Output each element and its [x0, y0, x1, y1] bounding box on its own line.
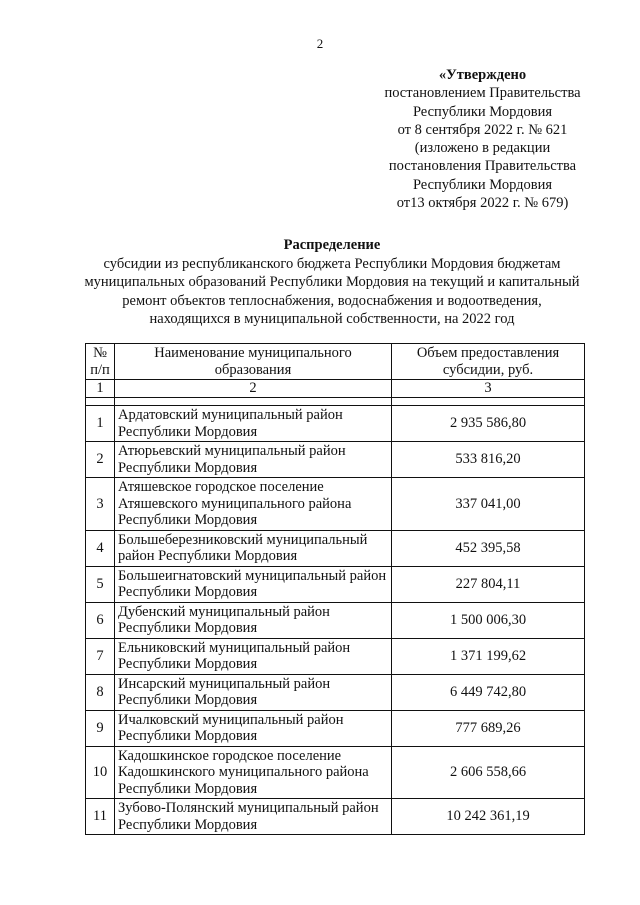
table-row — [86, 746, 585, 799]
row-number: 8 — [86, 674, 115, 710]
municipality-name: Инсарский муниципальный район Республики Мордовия — [115, 674, 392, 710]
header-number: № п/п — [86, 344, 115, 380]
table-spacer — [86, 398, 585, 406]
subsidy-amount: 1 371 199,62 — [392, 638, 585, 674]
municipality-name: Атяшевское городское поселение Атяшевского муниципального района Республики Мордовия — [115, 478, 392, 531]
column-number: 2 — [115, 380, 392, 398]
subsidy-amount: 777 689,26 — [392, 710, 585, 746]
table-row — [86, 442, 585, 478]
row-number: 11 — [86, 799, 115, 835]
table-row — [86, 566, 585, 602]
subsidy-amount: 337 041,00 — [392, 478, 585, 531]
subsidy-amount: 2 935 586,80 — [392, 406, 585, 442]
municipality-name: Зубово-Полянский муниципальный район Республики Мордовия — [115, 799, 392, 835]
document-title: Распределение — [283, 237, 381, 253]
municipality-name: Ичалковский муниципальный район Республики Мордовия — [115, 710, 392, 746]
row-number: 4 — [86, 530, 115, 566]
approval-block — [365, 66, 600, 212]
row-number: 9 — [86, 710, 115, 746]
row-number: 6 — [86, 602, 115, 638]
approval-line-4: от 8 сентября 2022 г. № 621 — [397, 121, 568, 138]
municipality-name: Дубенский муниципальный район Республики Мордовия — [115, 602, 392, 638]
subsidy-amount: 10 242 361,19 — [392, 799, 585, 835]
document-subtitle: субсидии из республиканского бюджета Республики Мордовия бюджетам муниципальных образований Республики Мордовия на текущий и капитальный ремонт объектов теплоснабжения, водоснабжения и водоотведения, находящихся в муниципальной собственности, на 2022 год — [84, 255, 580, 327]
row-number: 10 — [86, 746, 115, 799]
table-body — [86, 406, 585, 835]
row-number: 3 — [86, 478, 115, 531]
subsidy-amount: 227 804,11 — [392, 566, 585, 602]
column-number: 3 — [392, 380, 585, 398]
approval-line-6: постановления Правительства — [388, 158, 577, 175]
table-header-row — [86, 344, 585, 380]
row-number: 7 — [86, 638, 115, 674]
municipality-name: Ельниковский муниципальный район Республики Мордовия — [115, 638, 392, 674]
table-row — [86, 478, 585, 531]
column-number: 1 — [86, 380, 115, 398]
row-number: 1 — [86, 406, 115, 442]
approval-line-3: Республики Мордовия — [412, 103, 553, 120]
subsidy-amount: 1 500 006,30 — [392, 602, 585, 638]
subsidy-amount: 452 395,58 — [392, 530, 585, 566]
subsidy-amount: 6 449 742,80 — [392, 674, 585, 710]
table-row — [86, 602, 585, 638]
approval-line-8: от13 октября 2022 г. № 679) — [396, 195, 569, 212]
municipality-name: Кадошкинское городское поселение Кадошкинского муниципального района Республики Мордовия — [115, 746, 392, 799]
document-heading — [82, 236, 582, 329]
table-row — [86, 674, 585, 710]
subsidy-amount: 533 816,20 — [392, 442, 585, 478]
municipality-name: Большеигнатовский муниципальный район Республики Мордовия — [115, 566, 392, 602]
table-row — [86, 530, 585, 566]
column-number-row — [86, 380, 585, 398]
table-row — [86, 406, 585, 442]
header-municipality: Наименование муниципального образования — [115, 344, 392, 380]
row-number: 5 — [86, 566, 115, 602]
table-row — [86, 799, 585, 835]
municipality-name: Большеберезниковский муниципальный район Республики Мордовия — [115, 530, 392, 566]
subsidy-table — [85, 343, 585, 835]
header-amount: Объем предоставления субсидии, руб. — [392, 344, 585, 380]
approval-line-2: постановлением Правительства — [384, 85, 581, 102]
subsidy-amount: 2 606 558,66 — [392, 746, 585, 799]
municipality-name: Атюрьевский муниципальный район Республики Мордовия — [115, 442, 392, 478]
table-row — [86, 710, 585, 746]
approval-line-1: «Утверждено — [438, 67, 527, 83]
municipality-name: Ардатовский муниципальный район Республики Мордовия — [115, 406, 392, 442]
approval-line-7: Республики Мордовия — [412, 176, 553, 193]
table-row — [86, 638, 585, 674]
page-number: 2 — [316, 36, 324, 51]
row-number: 2 — [86, 442, 115, 478]
approval-line-5: (изложено в редакции — [414, 140, 551, 157]
